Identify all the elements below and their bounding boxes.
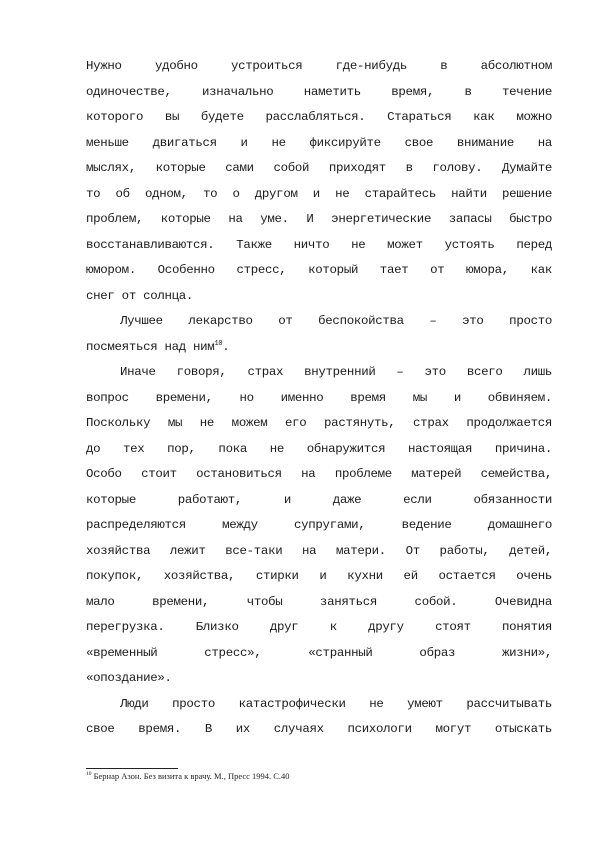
text-line-with-footnote <box>86 335 552 361</box>
text-line: снег от солнца. <box>86 288 194 303</box>
body-text <box>86 54 552 743</box>
footnote-separator <box>86 768 178 769</box>
text-line: которого вы будете расслабляться. Стараться как можно <box>86 110 552 124</box>
text-line: юмором. Особенно стресс, который тает от юмора, как <box>86 263 552 277</box>
text-line: «временный стресс», «странный образ жизни», <box>86 645 552 660</box>
text-line: которые работают, и даже если обязанности <box>86 492 552 507</box>
text-line: распределяются между супругами, ведение домашнего <box>86 518 552 532</box>
text-line: Лучшее лекарство от беспокойства – это просто <box>120 314 552 328</box>
text-line: Нужно удобно устроиться где-нибудь в абсолютном <box>86 59 552 73</box>
text-line: до тех пор, пока не обнаружится настоящая причина. <box>86 441 552 456</box>
text-line: Иначе говоря, страх внутренний – это всего лишь <box>120 365 552 379</box>
text-line: мыслях, которые сами собой приходят в голову. Думайте <box>86 161 552 175</box>
text-line: хозяйства лежит все-таки на матери. От работы, детей, <box>86 543 552 558</box>
text-line: восстанавливаются. Также ничто не может устоять перед <box>86 237 552 252</box>
text-line: Люди просто катастрофически не умеют рассчитывать <box>120 696 552 711</box>
text-line: одиночестве, изначально наметить время, в течение <box>86 84 552 99</box>
footnote-number: 10 <box>86 771 92 778</box>
text-line: свое время. В их случаях психологи могут отыскать <box>86 722 552 736</box>
text-line: Особо стоит остановиться на проблеме матерей семейства, <box>86 467 552 481</box>
footnote-text: Бернар Азон. Без визита к врачу. М., Пресс 1994. С.40 <box>93 771 290 781</box>
text-line: мало времени, чтобы заняться собой. Очевидна <box>86 594 552 609</box>
text-line: «опоздание». <box>86 671 172 685</box>
text-line: перегрузка. Близко друг к другу стоят понятия <box>86 620 552 634</box>
text-line: то об одном, то о другом и не старайтесь найти решение <box>86 186 552 201</box>
text-line: Поскольку мы не можем его растянуть, страх продолжается <box>86 416 552 430</box>
text-line: покупок, хозяйства, стирки и кухни ей остается очень <box>86 569 552 583</box>
line-end-punctuation: . <box>222 339 230 354</box>
footnote <box>86 771 290 781</box>
text-line: меньше двигаться и не фиксируйте свое внимание на <box>86 135 552 150</box>
text-line: проблем, которые на уме. И энергетические запасы быстро <box>86 212 552 226</box>
footnote-reference[interactable]: 10 <box>214 339 223 348</box>
text-line: вопрос времени, но именно время мы и обвиняем. <box>86 390 552 405</box>
text-line: посмеяться над ним <box>86 339 215 354</box>
